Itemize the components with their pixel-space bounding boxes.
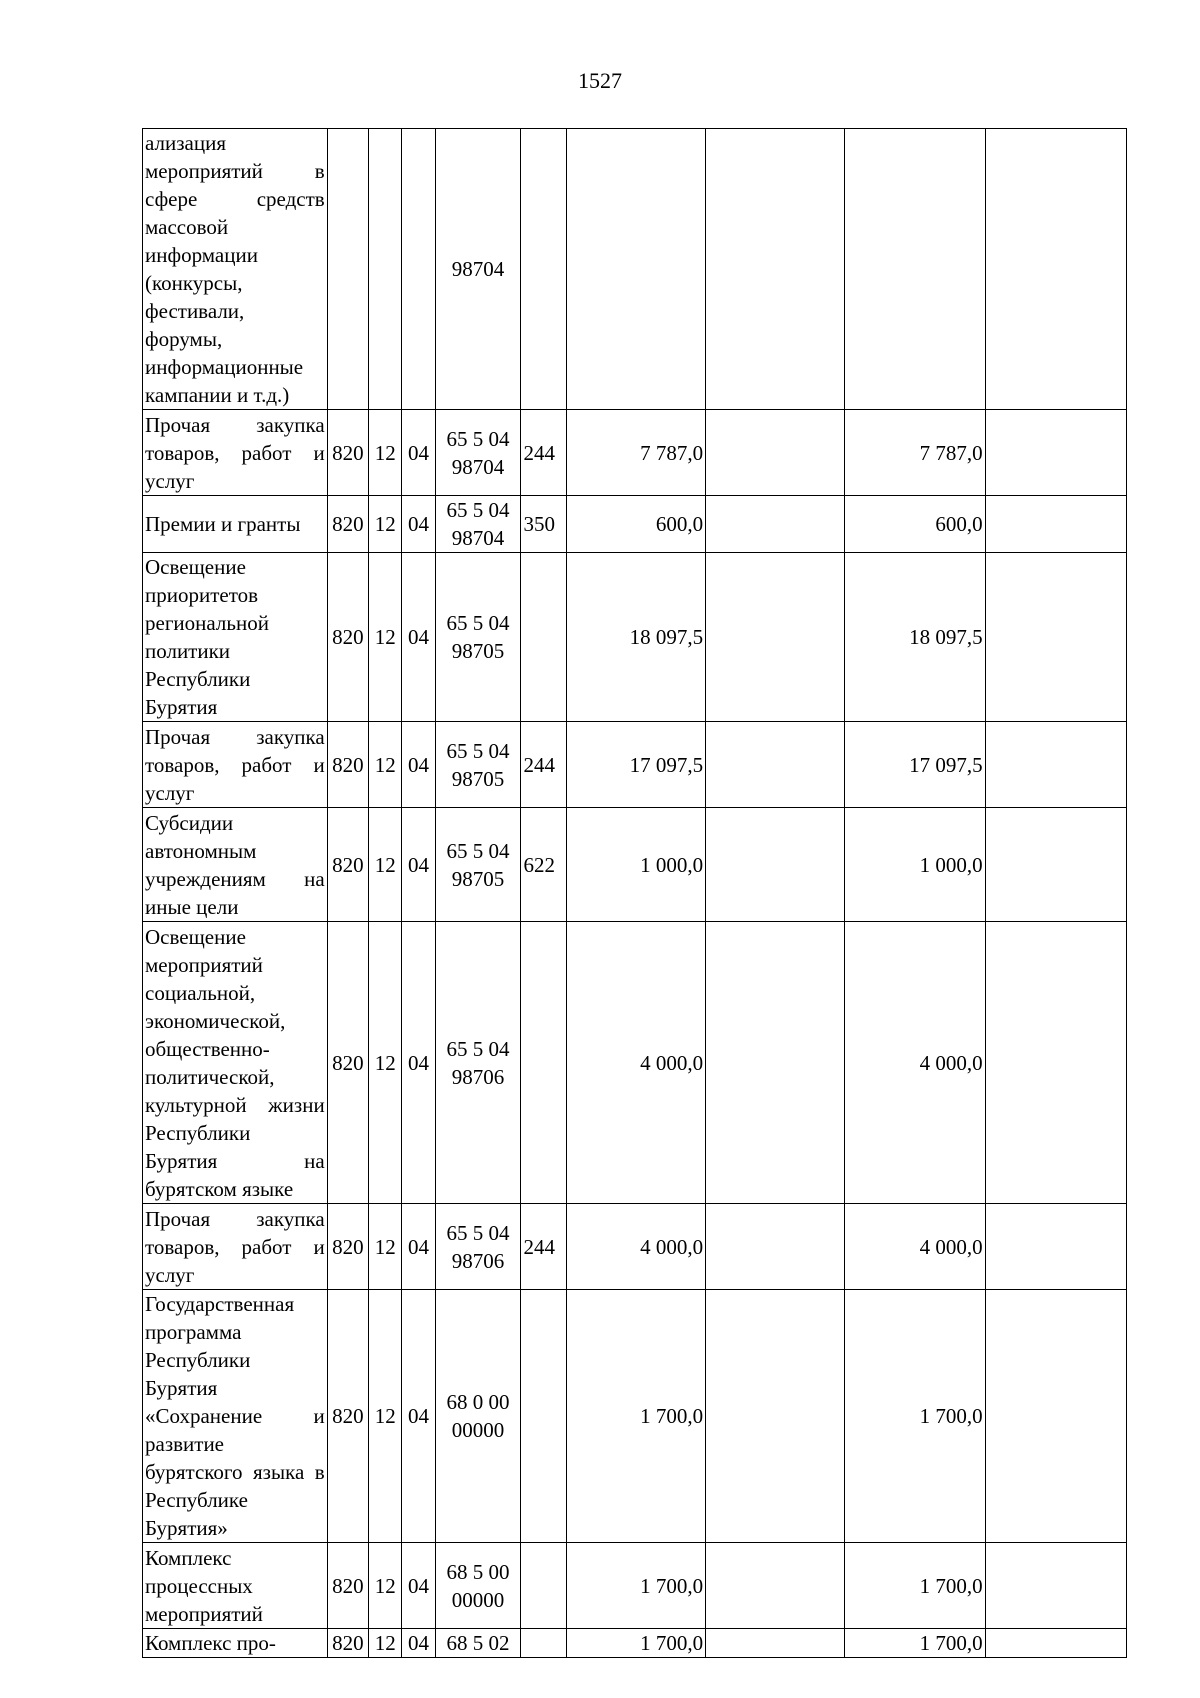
pr-cell: 04 bbox=[402, 410, 435, 496]
cs-line-1: 65 5 04 bbox=[446, 1220, 510, 1245]
sum-2-cell bbox=[706, 808, 845, 922]
vr-cell: 244 bbox=[521, 410, 566, 496]
sum-3-cell: 1 700,0 bbox=[845, 1543, 985, 1629]
row-name: Государственная программа Республики Бурятия «Сохранение и развитие бурятского языка в Республике Бурятия» bbox=[143, 1290, 328, 1543]
ved-cell: 820 bbox=[327, 922, 368, 1204]
sum-1-cell: 1 700,0 bbox=[566, 1290, 705, 1543]
vr-cell bbox=[521, 1290, 566, 1543]
sum-1-cell: 1 700,0 bbox=[566, 1543, 705, 1629]
ved-cell: 820 bbox=[327, 496, 368, 553]
sum-4-cell bbox=[985, 129, 1126, 410]
sum-1-cell: 1 000,0 bbox=[566, 808, 705, 922]
sum-2-cell bbox=[706, 1290, 845, 1543]
rz-cell: 12 bbox=[369, 1629, 402, 1658]
ved-cell: 820 bbox=[327, 1543, 368, 1629]
table-row bbox=[143, 722, 1127, 808]
sum-1-cell: 17 097,5 bbox=[566, 722, 705, 808]
sum-1-cell bbox=[566, 129, 705, 410]
sum-2-cell bbox=[706, 410, 845, 496]
sum-1-cell: 1 700,0 bbox=[566, 1629, 705, 1658]
cs-line-1: 65 5 04 bbox=[446, 426, 510, 451]
row-name: Прочая закупка товаров, работ и услуг bbox=[143, 1204, 328, 1290]
row-name: Прочая закупка товаров, работ и услуг bbox=[143, 410, 328, 496]
rz-cell: 12 bbox=[369, 922, 402, 1204]
table-row bbox=[143, 1290, 1127, 1543]
sum-4-cell bbox=[985, 1629, 1126, 1658]
ved-cell: 820 bbox=[327, 722, 368, 808]
cs-line-2: 98706 bbox=[451, 1064, 505, 1089]
table-row bbox=[143, 129, 1127, 410]
vr-cell bbox=[521, 1629, 566, 1658]
row-name: Освещение мероприятий социальной, экономической, общественно-политической, культурной жизни Республики Бурятия на бурятском языке bbox=[143, 922, 328, 1204]
ved-cell: 820 bbox=[327, 1204, 368, 1290]
cs-line-2: 98704 bbox=[451, 454, 505, 479]
vr-cell bbox=[521, 129, 566, 410]
sum-4-cell bbox=[985, 722, 1126, 808]
sum-2-cell bbox=[706, 922, 845, 1204]
table-row bbox=[143, 1543, 1127, 1629]
cs-cell bbox=[435, 496, 521, 553]
vr-cell bbox=[521, 922, 566, 1204]
pr-cell: 04 bbox=[402, 1543, 435, 1629]
cs-cell bbox=[435, 129, 521, 410]
sum-4-cell bbox=[985, 922, 1126, 1204]
rz-cell: 12 bbox=[369, 808, 402, 922]
cs-cell bbox=[435, 1629, 521, 1658]
pr-cell: 04 bbox=[402, 496, 435, 553]
rz-cell: 12 bbox=[369, 722, 402, 808]
row-name: ализация мероприятий в сфере средств массовой информации (конкурсы, фестивали, форумы, информационные кампании и т.д.) bbox=[143, 129, 328, 410]
cs-line-1: 65 5 04 bbox=[446, 738, 510, 763]
sum-2-cell bbox=[706, 1543, 845, 1629]
table-row bbox=[143, 553, 1127, 722]
row-name: Субсидии автономным учреждениям на иные цели bbox=[143, 808, 328, 922]
sum-3-cell: 1 700,0 bbox=[845, 1290, 985, 1543]
row-name: Прочая закупка товаров, работ и услуг bbox=[143, 722, 328, 808]
cs-line-2: 98704 bbox=[451, 257, 505, 281]
sum-4-cell bbox=[985, 1543, 1126, 1629]
ved-cell: 820 bbox=[327, 1290, 368, 1543]
cs-line-1: 65 5 04 bbox=[446, 838, 510, 863]
rz-cell: 12 bbox=[369, 496, 402, 553]
pr-cell: 04 bbox=[402, 1290, 435, 1543]
pr-cell: 04 bbox=[402, 722, 435, 808]
cs-cell bbox=[435, 553, 521, 722]
sum-2-cell bbox=[706, 129, 845, 410]
rz-cell: 12 bbox=[369, 1204, 402, 1290]
vr-cell bbox=[521, 1543, 566, 1629]
row-name: Комплекс процессных мероприятий bbox=[143, 1543, 328, 1629]
pr-cell: 04 bbox=[402, 1204, 435, 1290]
rz-cell: 12 bbox=[369, 553, 402, 722]
sum-4-cell bbox=[985, 410, 1126, 496]
table-body bbox=[143, 129, 1127, 1658]
sum-3-cell: 7 787,0 bbox=[845, 410, 985, 496]
sum-4-cell bbox=[985, 1290, 1126, 1543]
pr-cell: 04 bbox=[402, 922, 435, 1204]
table-row bbox=[143, 496, 1127, 553]
table-row bbox=[143, 410, 1127, 496]
sum-2-cell bbox=[706, 553, 845, 722]
cs-line-2: 98705 bbox=[451, 866, 505, 891]
ved-cell bbox=[327, 129, 368, 410]
sum-4-cell bbox=[985, 553, 1126, 722]
vr-cell: 244 bbox=[521, 1204, 566, 1290]
ved-cell: 820 bbox=[327, 410, 368, 496]
cs-line-1: 65 5 04 bbox=[446, 498, 510, 522]
table-row bbox=[143, 922, 1127, 1204]
sum-3-cell: 4 000,0 bbox=[845, 1204, 985, 1290]
ved-cell: 820 bbox=[327, 1629, 368, 1658]
cs-line-2: 98705 bbox=[451, 766, 505, 791]
table-row bbox=[143, 1204, 1127, 1290]
row-name: Комплекс про- bbox=[143, 1629, 328, 1658]
pr-cell: 04 bbox=[402, 553, 435, 722]
cs-line-2: 00000 bbox=[451, 1587, 505, 1612]
table-row bbox=[143, 1629, 1127, 1658]
sum-1-cell: 4 000,0 bbox=[566, 922, 705, 1204]
sum-3-cell: 1 000,0 bbox=[845, 808, 985, 922]
sum-1-cell: 600,0 bbox=[566, 496, 705, 553]
sum-1-cell: 18 097,5 bbox=[566, 553, 705, 722]
sum-3-cell: 600,0 bbox=[845, 496, 985, 553]
cs-cell bbox=[435, 1543, 521, 1629]
cs-line-2: 00000 bbox=[451, 1418, 505, 1442]
sum-1-cell: 4 000,0 bbox=[566, 1204, 705, 1290]
vr-cell: 350 bbox=[521, 496, 566, 553]
sum-3-cell: 18 097,5 bbox=[845, 553, 985, 722]
cs-cell bbox=[435, 808, 521, 922]
pr-cell bbox=[402, 129, 435, 410]
ved-cell: 820 bbox=[327, 553, 368, 722]
table-row bbox=[143, 808, 1127, 922]
cs-line-2: 98704 bbox=[451, 526, 505, 550]
vr-cell: 244 bbox=[521, 722, 566, 808]
rz-cell bbox=[369, 129, 402, 410]
sum-4-cell bbox=[985, 496, 1126, 553]
sum-2-cell bbox=[706, 1629, 845, 1658]
vr-cell: 622 bbox=[521, 808, 566, 922]
cs-line-1: 65 5 04 bbox=[446, 1036, 510, 1061]
sum-1-cell: 7 787,0 bbox=[566, 410, 705, 496]
page-number: 1527 bbox=[578, 68, 622, 93]
pr-cell: 04 bbox=[402, 1629, 435, 1658]
sum-4-cell bbox=[985, 1204, 1126, 1290]
cs-line-2: 98705 bbox=[451, 639, 505, 663]
cs-cell bbox=[435, 722, 521, 808]
cs-line-1: 68 0 00 bbox=[446, 1390, 510, 1414]
cs-cell bbox=[435, 410, 521, 496]
sum-3-cell: 4 000,0 bbox=[845, 922, 985, 1204]
sum-4-cell bbox=[985, 808, 1126, 922]
row-name: Освещение приоритетов региональной политики Республики Бурятия bbox=[143, 553, 328, 722]
sum-3-cell: 17 097,5 bbox=[845, 722, 985, 808]
sum-3-cell bbox=[845, 129, 985, 410]
rz-cell: 12 bbox=[369, 410, 402, 496]
cs-line-1: 65 5 04 bbox=[446, 611, 510, 635]
sum-2-cell bbox=[706, 722, 845, 808]
cs-line-1: 68 5 00 bbox=[446, 1559, 510, 1584]
cs-line-2: 98706 bbox=[451, 1248, 505, 1273]
cs-cell bbox=[435, 1290, 521, 1543]
rz-cell: 12 bbox=[369, 1543, 402, 1629]
cs-cell bbox=[435, 922, 521, 1204]
row-name: Премии и гранты bbox=[143, 496, 328, 553]
sum-2-cell bbox=[706, 1204, 845, 1290]
sum-3-cell: 1 700,0 bbox=[845, 1629, 985, 1658]
ved-cell: 820 bbox=[327, 808, 368, 922]
vr-cell bbox=[521, 553, 566, 722]
sum-2-cell bbox=[706, 496, 845, 553]
budget-table bbox=[142, 128, 1127, 1658]
rz-cell: 12 bbox=[369, 1290, 402, 1543]
cs-line-1: 68 5 02 bbox=[446, 1631, 510, 1655]
pr-cell: 04 bbox=[402, 808, 435, 922]
cs-cell bbox=[435, 1204, 521, 1290]
